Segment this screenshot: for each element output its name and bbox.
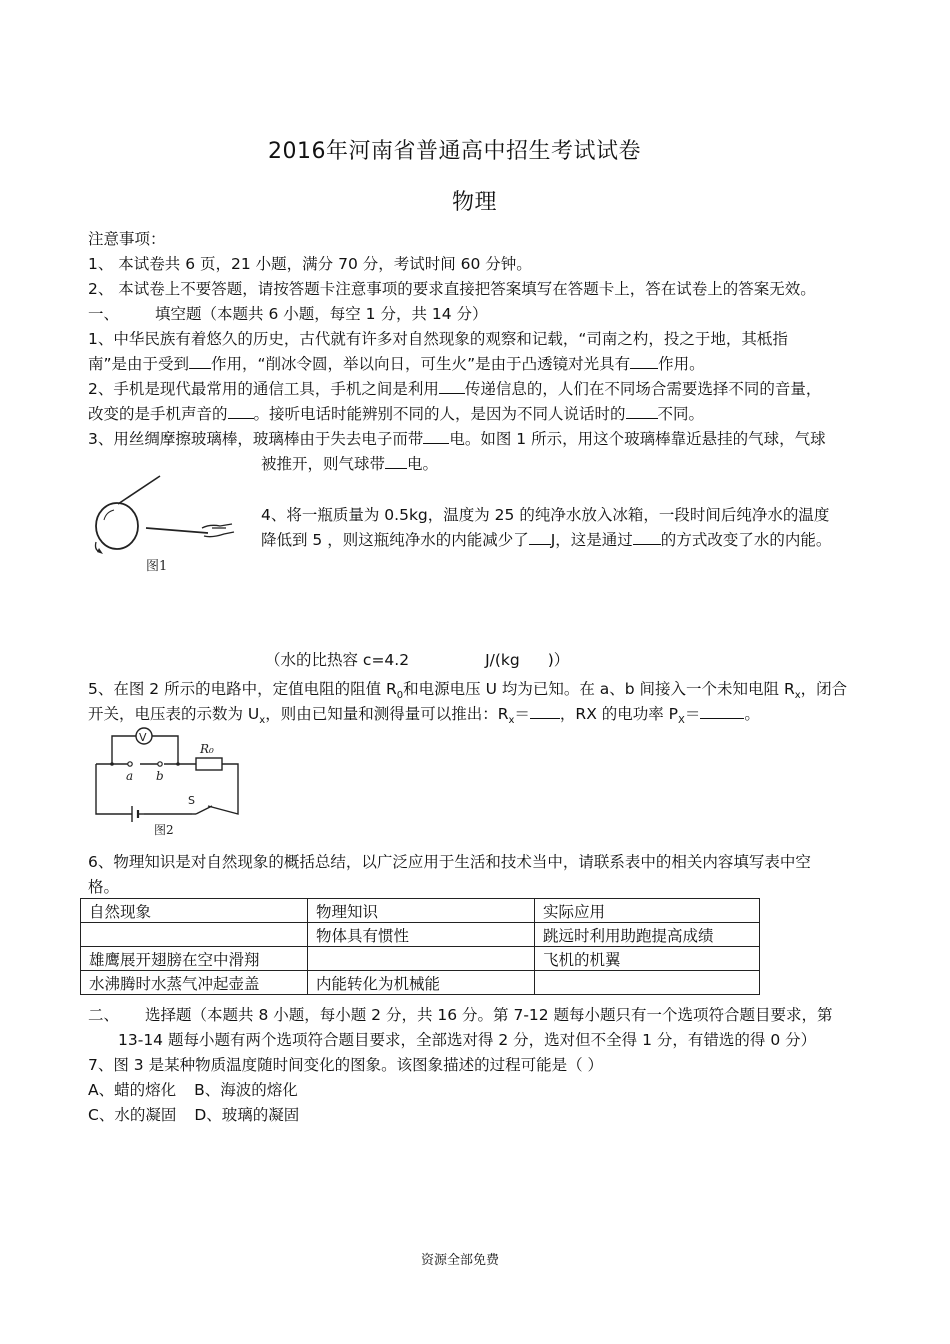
table-header-cell: 物理知识 — [308, 899, 535, 923]
question-2-text-c: 改变的是手机声音的 — [88, 405, 228, 423]
question-5-text-d: 开关，电压表的示数为 U — [88, 705, 260, 723]
glass-rod — [146, 528, 208, 533]
physics-table — [80, 898, 760, 995]
question-1-text-b: 作用，“削冰令圆，举以向日，可生火”是由于凸透镜对光具有 — [211, 355, 631, 373]
answer-blank — [630, 353, 658, 369]
question-4-text-a: 降低到 5 ，则这瓶纯净水的内能减少了 — [261, 531, 529, 549]
answer-blank — [423, 428, 449, 444]
subscript: X — [678, 715, 685, 727]
table-cell: 物体具有惯性 — [308, 923, 535, 947]
question-3-text-b: 电。如图 1 所示，用这个玻璃棒靠近悬挂的气球，气球 — [449, 430, 826, 448]
answer-blank — [529, 529, 551, 545]
balloon — [96, 503, 138, 549]
section-2-text: 选择题（本题共 8 小题，每小题 2 分，共 16 分。第 7-12 题每小题只有一个选项符合题目要求，第 — [145, 1006, 833, 1024]
figure-2-label: 图2 — [154, 823, 174, 837]
question-3-line-1 — [88, 427, 826, 449]
arrow-head — [97, 548, 103, 554]
question-6-line-1: 6、物理知识是对自然现象的概括总结，以广泛应用于生活和技术当中，请联系表中的相关内容填写表中空 — [88, 853, 811, 871]
question-5-text-b: 和电源电压 U 均为已知。在 a、b 间接入一个未知电阻 R — [403, 680, 795, 698]
question-6-line-2: 格。 — [88, 878, 120, 896]
junction — [110, 762, 114, 766]
table-row — [81, 947, 760, 971]
question-5-line-1 — [88, 677, 847, 701]
answer-blank — [700, 703, 744, 719]
answer-blank — [626, 403, 658, 419]
section-1-number: 一、 — [88, 305, 120, 323]
table-cell: 跳远时利用助跑提高成绩 — [535, 923, 760, 947]
suspension-thread — [118, 476, 160, 504]
subscript: x — [794, 690, 801, 702]
table-cell: 水沸腾时水蒸气冲起壶盖 — [81, 971, 308, 995]
figure-1 — [84, 470, 244, 582]
question-2-text-e: 不同。 — [657, 405, 705, 423]
question-5-text-e: ，则由已知量和测得量可以推出：R — [265, 705, 509, 723]
subscript: x — [259, 715, 266, 727]
specific-heat-unit: J/(kg — [485, 651, 520, 669]
section-1-text: 填空题（本题共 6 小题，每空 1 分，共 14 分） — [155, 305, 488, 323]
table-cell — [535, 971, 760, 995]
subscript: x — [508, 715, 515, 727]
notes-item-1: 1、 本试卷共 6 页，21 小题，满分 70 分，考试时间 60 分钟。 — [88, 255, 532, 273]
table-cell: 雄鹰展开翅膀在空中滑翔 — [81, 947, 308, 971]
question-5-text-g: ，RX 的电功率 P — [559, 705, 679, 723]
table-header-cell: 实际应用 — [535, 899, 760, 923]
voltmeter-label: V — [139, 731, 147, 744]
table-cell — [81, 923, 308, 947]
table-row — [81, 971, 760, 995]
answer-blank — [633, 529, 661, 545]
switch-label: S — [188, 794, 195, 807]
r0-label: R₀ — [200, 742, 214, 756]
terminal-b — [158, 762, 162, 766]
question-4-text-e: 了水的内能。 — [738, 531, 832, 549]
hand — [202, 524, 234, 537]
question-3-text-c: 被推开，则气球带 — [261, 455, 386, 473]
voltmeter-wire-left — [112, 736, 136, 764]
question-3-text-a: 3、用丝绸摩擦玻璃棒，玻璃棒由于失去电子而带 — [88, 430, 424, 448]
table-header-row — [81, 899, 760, 923]
table-cell — [308, 947, 535, 971]
terminal-a — [128, 762, 132, 766]
question-1-line-2 — [88, 352, 705, 374]
specific-heat-close: )） — [547, 651, 570, 669]
question-2-text-a: 2、手机是现代最常用的通信工具，手机之间是利用 — [88, 380, 439, 398]
page-title: 2016年河南省普通高中招生考试试卷 — [268, 139, 641, 164]
question-5-text-i: 。 — [744, 705, 760, 723]
question-4-line-2 — [261, 528, 831, 550]
option-b: B、海波的熔化 — [194, 1081, 298, 1099]
question-5-text-f: ＝ — [514, 705, 530, 723]
option-d: D、玻璃的凝固 — [194, 1106, 300, 1124]
question-5-text-c: ，闭合 — [800, 680, 848, 698]
question-1-text-c: 作用。 — [658, 355, 705, 373]
question-7-stem: 7、图 3 是某种物质温度随时间变化的图象。该图象描述的过程可能是（ ） — [88, 1056, 604, 1074]
a-label: a — [126, 769, 134, 783]
wire-right — [208, 764, 238, 814]
question-5-text-a: 5、在图 2 所示的电路中，定值电阻的阻值 R — [88, 680, 397, 698]
balloon-highlight — [104, 510, 114, 520]
section-2-continuation: 13-14 题每小题有两个选项符合题目要求，全部选对得 2 分，选对但不全得 1 分，有错选的得 0 分） — [118, 1031, 817, 1049]
junction — [176, 762, 180, 766]
section-2-heading — [88, 1003, 833, 1025]
option-c: C、水的凝固 — [88, 1106, 177, 1124]
notes-heading: 注意事项： — [88, 230, 166, 248]
question-4-text-b: J，这是通过 — [550, 531, 633, 549]
answer-blank — [530, 703, 560, 719]
question-5-text-h: ＝ — [684, 705, 701, 723]
table-header-cell: 自然现象 — [81, 899, 308, 923]
question-4-text-c: 的 — [660, 531, 677, 549]
page-footer: 资源全部免费 — [421, 1253, 500, 1268]
answer-blank — [189, 353, 211, 369]
question-4-text-d: 方式改变 — [676, 531, 739, 549]
answer-blank — [439, 378, 465, 394]
question-2-text-d: 。接听电话时能辨别不同的人，是因为不同人说话时的 — [253, 405, 626, 423]
question-4-line-1: 4、将一瓶质量为 0.5kg，温度为 25 的纯净水放入冰箱，一段时间后纯净水的温度 — [261, 506, 830, 524]
question-3-text-d: 电。 — [407, 455, 439, 473]
question-2-line-1 — [88, 377, 821, 399]
question-2-text-b: 传递信息的，人们在不同场合需要选择不同的音量， — [464, 380, 822, 398]
figure-1-label: 图1 — [146, 559, 168, 574]
question-7-options-row-2 — [88, 1103, 299, 1125]
table-row — [81, 923, 760, 947]
question-1-line-1: 1、中华民族有着悠久的历史，古代就有许多对自然现象的观察和记载，“司南之杓，投之于地，其柢指 — [88, 330, 788, 348]
subscript: 0 — [396, 690, 404, 702]
question-3-line-2 — [261, 452, 438, 474]
question-7-options-row-1 — [88, 1078, 298, 1100]
b-label: b — [156, 769, 164, 783]
switch-blade — [196, 806, 212, 814]
table-cell: 内能转化为机械能 — [308, 971, 535, 995]
section-2-number: 二、 — [88, 1006, 120, 1024]
resistor-r0 — [196, 758, 222, 770]
voltmeter-wire-right — [152, 736, 178, 764]
question-1-text-a: 南”是由于受到 — [88, 355, 190, 373]
specific-heat-text: （水的比热容 c=4.2 — [265, 651, 410, 669]
subject-title: 物理 — [452, 190, 498, 215]
section-1-heading — [88, 302, 488, 324]
circuit-diagram — [88, 722, 248, 840]
figure-2 — [88, 722, 248, 840]
table-cell: 飞机的机翼 — [535, 947, 760, 971]
answer-blank — [228, 403, 254, 419]
option-a: A、蜡的熔化 — [88, 1081, 177, 1099]
balloon-rod-diagram — [84, 470, 244, 582]
question-2-line-2 — [88, 402, 704, 424]
question-4-note — [265, 648, 569, 670]
answer-blank — [385, 453, 407, 469]
notes-item-2: 2、 本试卷上不要答题，请按答题卡注意事项的要求直接把答案填写在答题卡上，答在试卷上的答案无效。 — [88, 280, 816, 298]
